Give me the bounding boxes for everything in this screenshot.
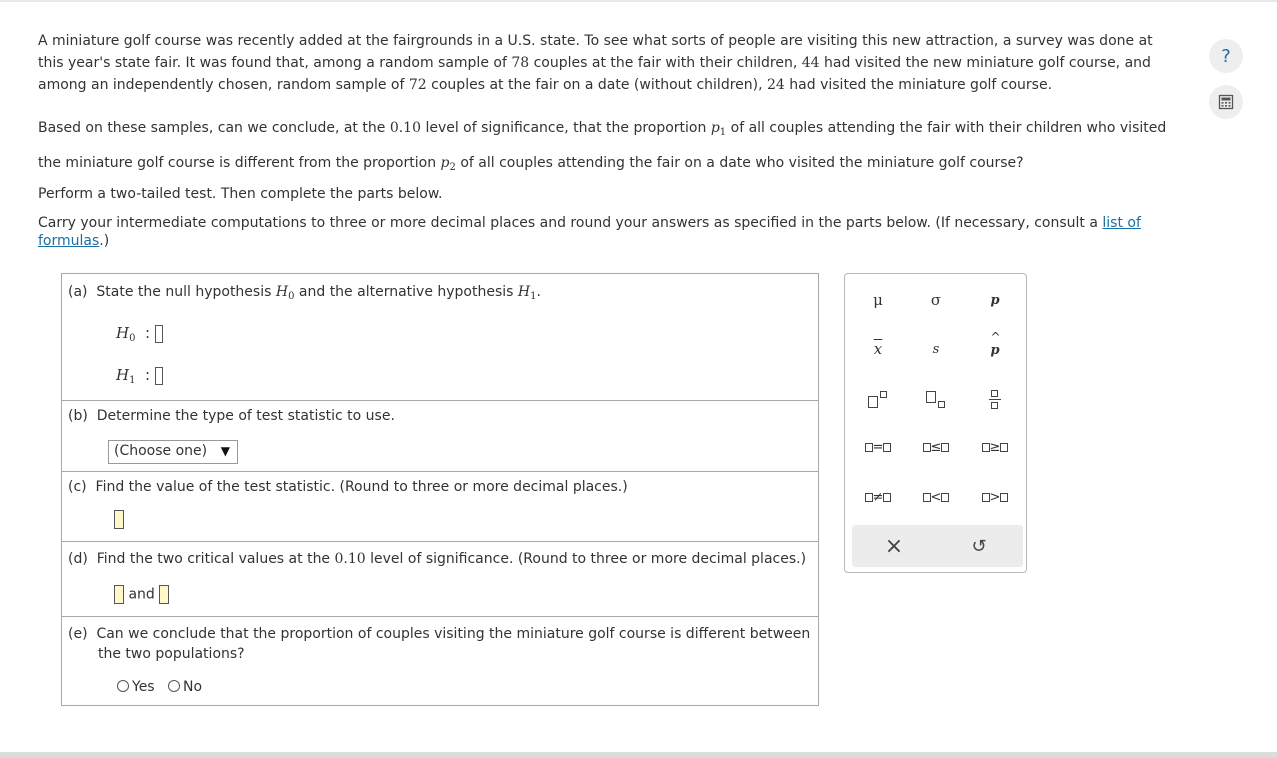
calculator-button[interactable]	[1209, 85, 1243, 119]
not-equal-key[interactable]: ≠	[858, 482, 898, 512]
critical-value-1-input[interactable]	[114, 585, 124, 604]
part-e-prompt: (e) Can we conclude that the proportion of couples visiting the miniature golf course is different between the two populations?	[68, 626, 811, 662]
problem-question: Based on these samples, can we conclude, at the 0.10 level of significance, that the proportion $p_1$ of all couples attending the fair with their children who visited the miniature golf course is different from the proportion $p_2$ of all couples attending the fair on a date who visited the miniature golf course?	[38, 120, 1167, 173]
null-hypothesis-input[interactable]	[155, 325, 163, 343]
part-b	[62, 401, 818, 472]
test-statistic-select[interactable]: (Choose one) ▼	[108, 440, 238, 464]
part-c-prompt: (c) Find the value of the test statistic. (Round to three or more decimal places.)	[68, 479, 628, 495]
part-d-prompt: (d) Find the two critical values at the 0.10 level of significance. (Round to three or more decimal places.)	[68, 551, 807, 567]
symbol-palette	[844, 273, 1027, 573]
s-key[interactable]: s	[932, 341, 940, 357]
null-hypothesis-row: $H_0$ :	[116, 324, 163, 344]
undo-button[interactable]	[959, 531, 999, 561]
fraction-key[interactable]	[975, 385, 1015, 415]
part-a	[62, 274, 818, 401]
undo-icon: ↺	[971, 535, 987, 557]
calculator-icon	[1218, 94, 1234, 110]
part-d	[62, 542, 818, 617]
p-hat-key[interactable]: ^ p	[990, 330, 1001, 358]
sigma-key[interactable]: σ	[930, 291, 942, 309]
yes-radio[interactable]	[117, 680, 129, 692]
no-radio[interactable]	[168, 680, 180, 692]
instruction-two-tailed: Perform a two-tailed test. Then complete the parts below.	[38, 186, 443, 202]
top-divider	[0, 0, 1277, 2]
subscript-key[interactable]	[916, 385, 956, 415]
part-c	[62, 472, 818, 542]
alternative-hypothesis-row: $H_1$ :	[116, 366, 163, 386]
conclusion-options	[117, 679, 202, 695]
help-icon: ?	[1221, 45, 1231, 67]
greater-equal-key[interactable]: ≥	[975, 432, 1015, 462]
formulas-link[interactable]: list of formulas	[38, 215, 1141, 249]
help-button[interactable]	[1209, 39, 1243, 73]
test-statistic-input[interactable]	[114, 510, 124, 529]
less-than-key[interactable]: <	[916, 482, 956, 512]
part-a-prompt: (a) State the null hypothesis $H_0$ and the alternative hypothesis $H_1$.	[68, 284, 541, 302]
instruction-rounding: Carry your intermediate computations to three or more decimal places and round your answers as specified in the parts below. (If necessary, consult a list of formulas.)	[38, 215, 1141, 249]
no-label: No	[182, 679, 203, 695]
part-b-prompt: (b) Determine the type of test statistic to use.	[68, 408, 395, 424]
answer-panel	[61, 273, 819, 706]
bottom-divider	[0, 752, 1277, 758]
critical-values-row: and	[114, 585, 169, 604]
mu-key[interactable]: μ	[873, 291, 883, 309]
dropdown-arrow-icon: ▼	[220, 444, 230, 458]
x-bar-key[interactable]: $\overline{x}$	[873, 340, 883, 358]
greater-than-key[interactable]: >	[975, 482, 1015, 512]
superscript-key[interactable]	[858, 385, 898, 415]
less-equal-key[interactable]: ≤	[916, 432, 956, 462]
problem-intro: A miniature golf course was recently added at the fairgrounds in a U.S. state. To see what sorts of people are visiting this new attraction, a survey was done at this year's state fair. It was found that, among a random sample of 78 couples at the fair with their children, 44 had visited the new miniature golf course, and among an independently chosen, random sample of 72 couples at the fair on a date (without children), 24 had visited the miniature golf course.	[38, 33, 1153, 93]
close-icon: ×	[884, 533, 904, 559]
clear-button[interactable]	[874, 531, 914, 561]
alternative-hypothesis-input[interactable]	[155, 367, 163, 385]
equals-key[interactable]: =	[858, 432, 898, 462]
yes-label: Yes	[132, 679, 155, 695]
p-key[interactable]: p	[990, 292, 1000, 308]
critical-value-2-input[interactable]	[159, 585, 169, 604]
part-e	[62, 617, 818, 705]
